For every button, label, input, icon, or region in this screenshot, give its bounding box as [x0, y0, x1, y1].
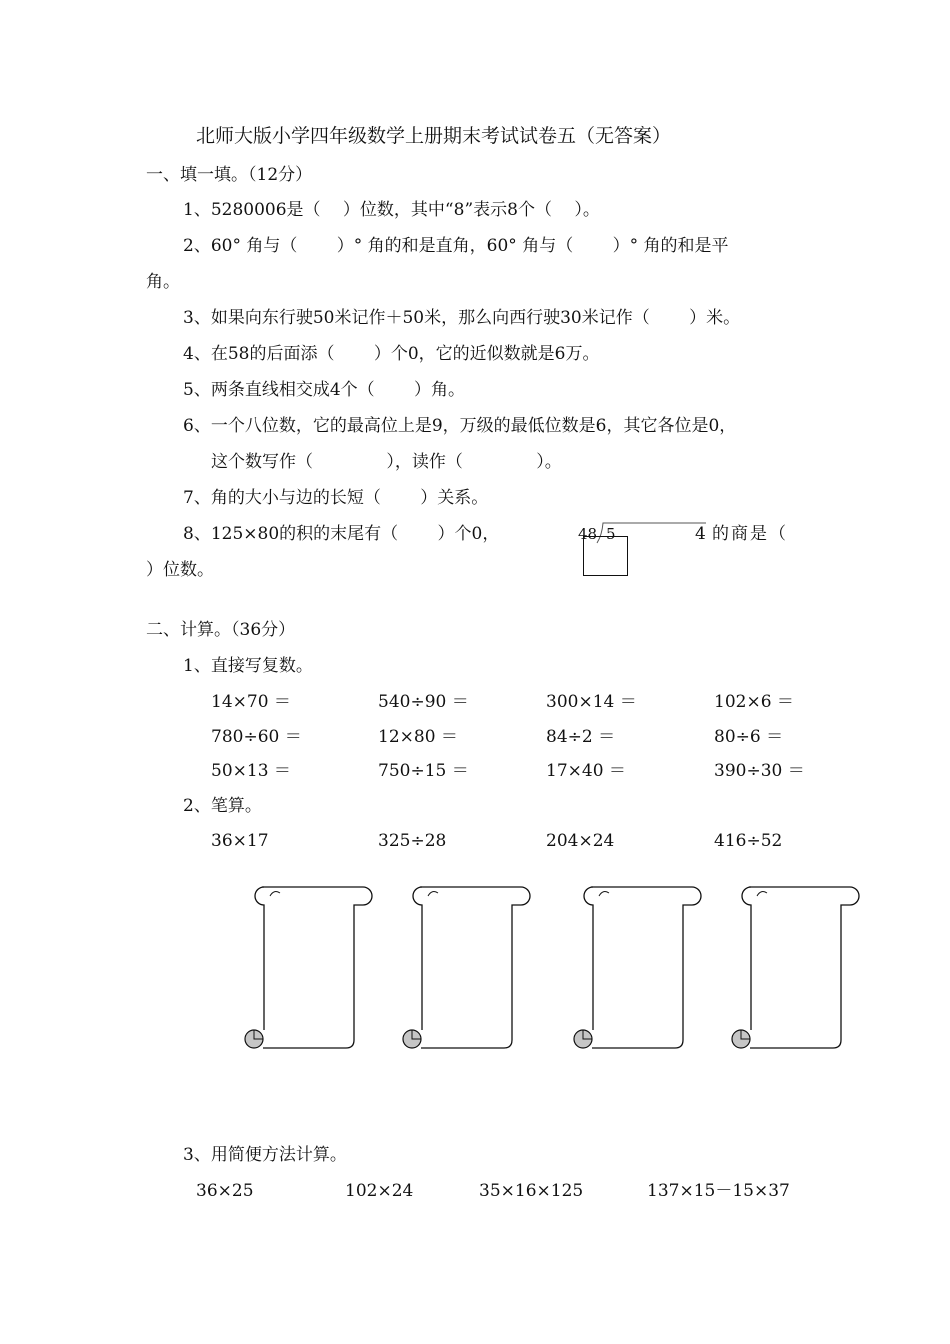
question-2-line1: 2、60° 角与（ ）° 角的和是直角，60° 角与（ ）° 角的和是平: [183, 236, 729, 256]
oral-item: 780÷60 ＝: [211, 727, 302, 747]
oral-item: 80÷6 ＝: [714, 727, 784, 747]
oral-item: 102×6 ＝: [714, 692, 794, 712]
written-item: 204×24: [546, 831, 615, 851]
written-item: 36×17: [211, 831, 269, 851]
division-dividend-last: 4: [695, 524, 706, 544]
oral-item: 84÷2 ＝: [546, 727, 616, 747]
question-4: 4、在58的后面添（ ）个0，它的近似数就是6万。: [183, 344, 600, 364]
question-3: 3、如果向东行驶50米记作＋50米，那么向西行驶30米记作（ ）米。: [183, 308, 741, 328]
scroll-work-area[interactable]: [398, 880, 538, 1055]
section2-heading: 二、计算。（36分）: [146, 620, 296, 640]
question-8-part1: 8、125×80的积的末尾有（ ）个0，: [183, 524, 500, 544]
scroll-work-area[interactable]: [727, 880, 867, 1055]
oral-item: 300×14 ＝: [546, 692, 637, 712]
simple-item: 102×24: [345, 1181, 414, 1201]
question-8-line2: ）位数。: [146, 560, 214, 580]
scroll-work-area[interactable]: [569, 880, 709, 1055]
division-divisor: 48: [578, 525, 598, 543]
question-5: 5、两条直线相交成4个（ ）角。: [183, 380, 466, 400]
question-6-line1: 6、一个八位数，它的最高位上是9，万级的最低位数是6，其它各位是0，: [183, 416, 737, 436]
question-1: 1、5280006是（ ）位数，其中“8”表示8个（ ）。: [183, 200, 600, 220]
simple-item: 35×16×125: [479, 1181, 584, 1201]
oral-item: 390÷30 ＝: [714, 761, 805, 781]
page-title: 北师大版小学四年级数学上册期末考试试卷五（无答案）: [196, 125, 672, 147]
oral-item: 17×40 ＝: [546, 761, 626, 781]
question-2-line2: 角。: [146, 272, 180, 292]
section1-heading: 一、填一填。（12分）: [146, 165, 313, 185]
sub-heading-simple: 3、用简便方法计算。: [183, 1145, 347, 1165]
simple-item: 36×25: [196, 1181, 254, 1201]
oral-item: 12×80 ＝: [378, 727, 458, 747]
question-8-part2: 的商是（: [712, 524, 788, 544]
answer-box[interactable]: [583, 536, 628, 576]
written-item: 416÷52: [714, 831, 783, 851]
oral-item: 540÷90 ＝: [378, 692, 469, 712]
question-7: 7、角的大小与边的长短（ ）关系。: [183, 488, 489, 508]
oral-item: 14×70 ＝: [211, 692, 291, 712]
scroll-work-area[interactable]: [240, 880, 380, 1055]
sub-heading-oral: 1、直接写复数。: [183, 656, 313, 676]
question-6-line2: 这个数写作（ ），读作（ ）。: [211, 452, 562, 472]
written-item: 325÷28: [378, 831, 447, 851]
sub-heading-written: 2、笔算。: [183, 796, 262, 816]
simple-item: 137×15－15×37: [647, 1181, 790, 1201]
oral-item: 750÷15 ＝: [378, 761, 469, 781]
oral-item: 50×13 ＝: [211, 761, 291, 781]
division-dividend-first: 5: [606, 525, 616, 543]
